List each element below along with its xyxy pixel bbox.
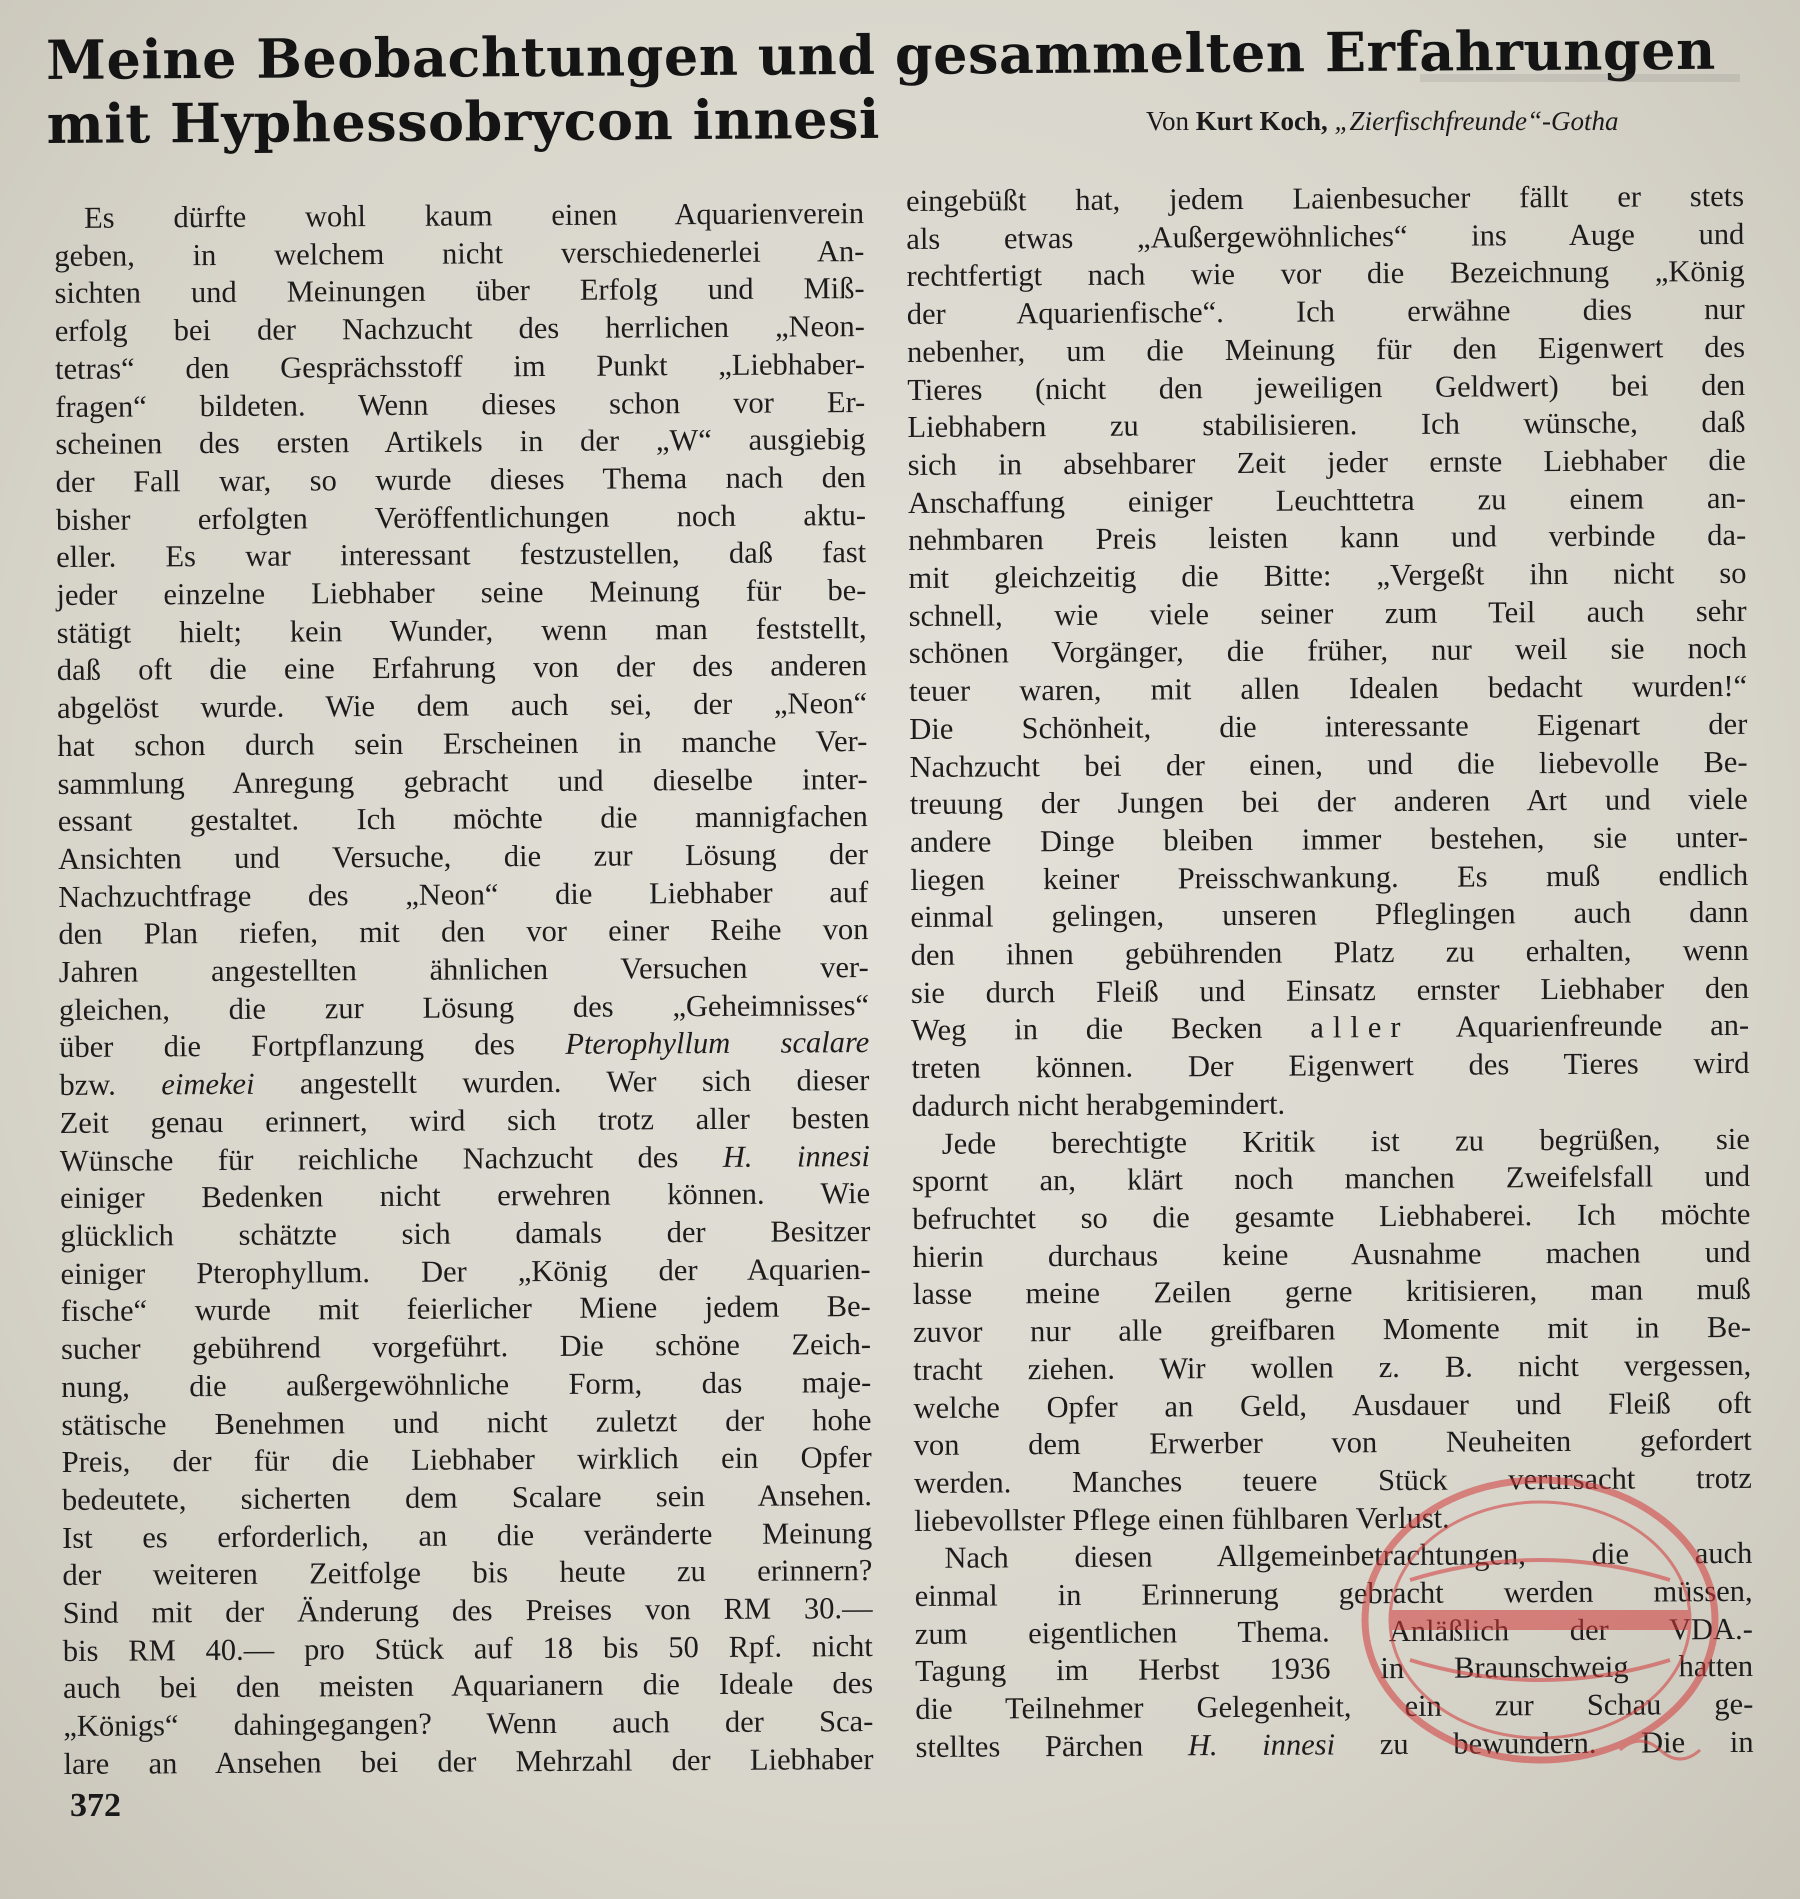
text-line: fische“ wurde mit feierlicher Miene jedem Be-	[60, 1289, 871, 1329]
text-line: gleichen, die zur Lösung des „Geheimnisses“	[58, 987, 870, 1027]
text-line: Die Schönheit, die interessante Eigenart der	[909, 706, 1748, 746]
text-line: essant gestaltet. Ich möchte die mannigfachen	[57, 799, 868, 839]
text-line: Zeit genau erinnert, wird sich trotz aller besten	[59, 1100, 870, 1140]
text-line: sucher gebührend vorgeführt. Die schöne Zeich-	[60, 1327, 872, 1367]
text-line: daß oft die eine Erfahrung von der des anderen	[56, 648, 867, 688]
text-line: schnell, wie viele seiner zum Teil auch sehr	[908, 593, 1747, 633]
text-line: teuer waren, mit allen Idealen bedacht wurden!“	[909, 669, 1748, 709]
text-line: Preis, der für die Liebhaber wirklich ein Opfer	[61, 1440, 872, 1480]
text-line	[911, 1007, 1749, 1050]
text-segment: stelltes Pärchen	[915, 1728, 1144, 1764]
text-line: hat schon durch sein Erscheinen in manche Ver-	[57, 723, 868, 763]
text-line: nebenher, um die Meinung für den Eigenwert des	[906, 329, 1746, 369]
text-line: sichten und Meinungen über Erfolg und Miß-	[54, 271, 865, 311]
text-segment: angestellt wurden. Wer sich dieser	[299, 1063, 870, 1101]
text-line: „Königs“ dahingegangen? Wenn auch der Sca-	[63, 1704, 874, 1744]
text-line: einiger Pterophyllum. Der „König der Aquarien-	[60, 1251, 871, 1291]
text-line: dadurch nicht herabgemindert.	[911, 1086, 1286, 1123]
text-line: eller. Es war interessant festzustellen, daß fast	[56, 535, 867, 575]
text-line: treuung der Jungen bei der anderen Art und viele	[909, 782, 1748, 822]
text-line: Jede berechtigte Kritik ist zu begrüßen, sie	[941, 1121, 1750, 1161]
text-line: zuvor nur alle greifbaren Momente mit in Be-	[912, 1309, 1752, 1350]
text-line: von dem Erwerber von Neuheiten gefordert	[913, 1423, 1752, 1463]
text-line: Nach diesen Allgemeinbetrachtungen, die auch	[944, 1536, 1753, 1576]
text-line: Ist es erforderlich, an die veränderte Meinung	[62, 1515, 873, 1555]
text-line: glücklich schätzte sich damals der Besitzer	[60, 1214, 871, 1253]
text-line: der weiteren Zeitfolge bis heute zu erinnern?	[62, 1553, 873, 1593]
text-line: der Aquarienfische“. Ich erwähne dies nur	[906, 291, 1745, 332]
right-column	[906, 178, 1754, 1767]
text-line: scheinen des ersten Artikels in der „W“ ausgiebig	[55, 422, 866, 462]
text-line: liebevollster Pflege einen fühlbaren Verlust.	[914, 1500, 1450, 1538]
text-line: werden. Manches teuere Stück verursacht trotz	[913, 1460, 1753, 1500]
text-line: stätigt hielt; kein Wunder, wenn man feststellt,	[56, 610, 867, 650]
text-line: abgelöst wurde. Wie dem auch sei, der „Neon“	[57, 686, 868, 726]
text-line: tracht ziehen. Wir wollen z. B. nicht vergessen,	[913, 1347, 1752, 1387]
author-club: „Zierfischfreunde“-Gotha	[1334, 106, 1619, 136]
spaced-emphasis: aller	[1310, 1010, 1410, 1046]
text-line: Sind mit der Änderung des Preises von RM 30.—	[62, 1591, 873, 1630]
text-line: erfolg bei der Nachzucht des herrlichen „Neon-	[54, 309, 865, 349]
text-line: schönen Vorgänger, die früher, nur weil sie noch	[908, 631, 1747, 671]
text-line	[60, 1138, 870, 1181]
text-line: die Teilnehmer Gelegenheit, ein zur Schau ge-	[915, 1686, 1754, 1727]
text-line: lare an Ansehen bei der Mehrzahl der Liebhaber	[63, 1741, 874, 1781]
text-line: als etwas „Außergewöhnliches“ ins Auge und	[906, 216, 1745, 256]
text-line	[59, 1025, 869, 1068]
text-line: zum eigentlichen Thema. Anläßlich der VDA.-	[914, 1611, 1753, 1651]
text-segment: Aquarienfreunde an-	[1455, 1008, 1750, 1045]
species-name: H. innesi	[722, 1138, 870, 1174]
text-line: Tieres (nicht den jeweiligen Geldwert) bei den	[907, 367, 1746, 407]
text-line: tetras“ den Gesprächsstoff im Punkt „Liebhaber-	[54, 346, 866, 386]
text-line	[915, 1724, 1753, 1767]
text-segment: Wünsche für reichliche Nachzucht des	[59, 1139, 679, 1178]
text-line: welche Opfer an Geld, Ausdauer und Fleiß oft	[913, 1385, 1752, 1425]
text-segment: bzw.	[59, 1067, 116, 1103]
text-line: liegen keiner Preisschwankung. Es muß endlich	[910, 857, 1749, 897]
text-line: sie durch Fleiß und Einsatz ernster Liebhaber den	[910, 970, 1750, 1010]
text-line: fragen“ bildeten. Wenn dieses schon vor Er-	[55, 384, 866, 424]
text-line: Es dürfte wohl kaum einen Aquarienverein	[84, 196, 865, 235]
text-line: auch bei den meisten Aquarianern die Ideale des	[62, 1666, 874, 1706]
text-line: einmal gelingen, unseren Pfleglingen auch dann	[910, 895, 1749, 935]
text-line: bedeutete, sicherten dem Scalare sein Ansehen.	[61, 1477, 873, 1517]
text-segment: zu bewundern. Die in	[1379, 1724, 1754, 1761]
text-line: eingebüßt hat, jedem Laienbesucher fällt er stets	[906, 178, 1745, 218]
text-line: rechtfertigt nach wie vor die Bezeichnung „König	[906, 254, 1745, 294]
text-line: lasse meine Zeilen gerne kritisieren, man muß	[912, 1272, 1751, 1312]
text-line: bis RM 40.— pro Stück auf 18 bis 50 Rpf. nicht	[62, 1628, 873, 1668]
text-line: nung, die außergewöhnliche Form, das maje-	[61, 1364, 872, 1404]
species-name: eimekei	[161, 1066, 255, 1102]
byline-prefix: Von	[1146, 106, 1190, 136]
text-line: jeder einzelne Liebhaber seine Meinung für be-	[56, 573, 867, 613]
text-line: mit gleichzeitig die Bitte: „Vergeßt ihn nicht so	[908, 555, 1747, 596]
species-name: H. innesi	[1187, 1727, 1336, 1763]
text-line: bisher erfolgten Veröffentlichungen noch aktu-	[55, 497, 867, 537]
text-line: geben, in welchem nicht verschiedenerlei An-	[54, 233, 865, 273]
left-column	[54, 195, 874, 1783]
text-line: Liebhabern zu stabilisieren. Ich wünsche, daß	[907, 405, 1746, 445]
text-line: nehmbaren Preis leisten kann und verbinde da-	[908, 518, 1747, 558]
byline	[1146, 106, 1619, 136]
text-line: den ihnen gebührenden Platz zu erhalten, wenn	[910, 932, 1749, 973]
text-line: Jahren angestellten ähnlichen Versuchen ver-	[58, 950, 869, 990]
text-line: befruchtet so die gesamte Liebhaberei. Ich möchte	[912, 1196, 1751, 1236]
text-segment: Weg in die Becken	[911, 1011, 1263, 1048]
text-line	[59, 1062, 869, 1105]
text-line: hierin durchaus keine Ausnahme machen und	[912, 1234, 1751, 1274]
species-name: Pterophyllum scalare	[565, 1025, 870, 1062]
text-line: sammlung Anregung gebracht und dieselbe inter-	[57, 761, 868, 801]
title-line-1: Meine Beobachtungen und gesammelten Erfahrungen	[46, 17, 1717, 92]
text-line: spornt an, klärt noch manchen Zweifelsfall und	[911, 1159, 1751, 1199]
text-line: Tagung im Herbst 1936 in Braunschweig hatten	[914, 1649, 1754, 1689]
text-line: stätische Benehmen und nicht zuletzt der hohe	[61, 1402, 872, 1442]
text-line: den Plan riefen, mit den vor einer Reihe von	[58, 912, 869, 952]
text-line: andere Dinge bleiben immer bestehen, sie unter-	[909, 819, 1749, 859]
text-line: treten können. Der Eigenwert des Tieres wird	[911, 1046, 1750, 1086]
text-segment: über die Fortpflanzung des	[59, 1027, 516, 1065]
text-line: Nachzucht bei der einen, und die liebevolle Be-	[909, 744, 1748, 784]
text-line: Ansichten und Versuche, die zur Lösung der	[57, 836, 869, 876]
page-number: 372	[70, 1787, 121, 1824]
text-line: Nachzuchtfrage des „Neon“ die Liebhaber auf	[58, 874, 869, 914]
text-line: einiger Bedenken nicht erwehren können. Wie	[59, 1176, 871, 1216]
title-line-2: mit Hyphessobrycon innesi	[46, 86, 881, 156]
text-line: sich in absehbarer Zeit jeder ernste Liebhaber die	[907, 442, 1746, 482]
text-line: Anschaffung einiger Leuchttetra zu einem an-	[907, 480, 1747, 520]
text-line: einmal in Erinnerung gebracht werden müssen,	[914, 1573, 1753, 1613]
author-name: Kurt Koch,	[1195, 106, 1328, 136]
text-line: der Fall war, so wurde dieses Thema nach den	[55, 459, 866, 499]
